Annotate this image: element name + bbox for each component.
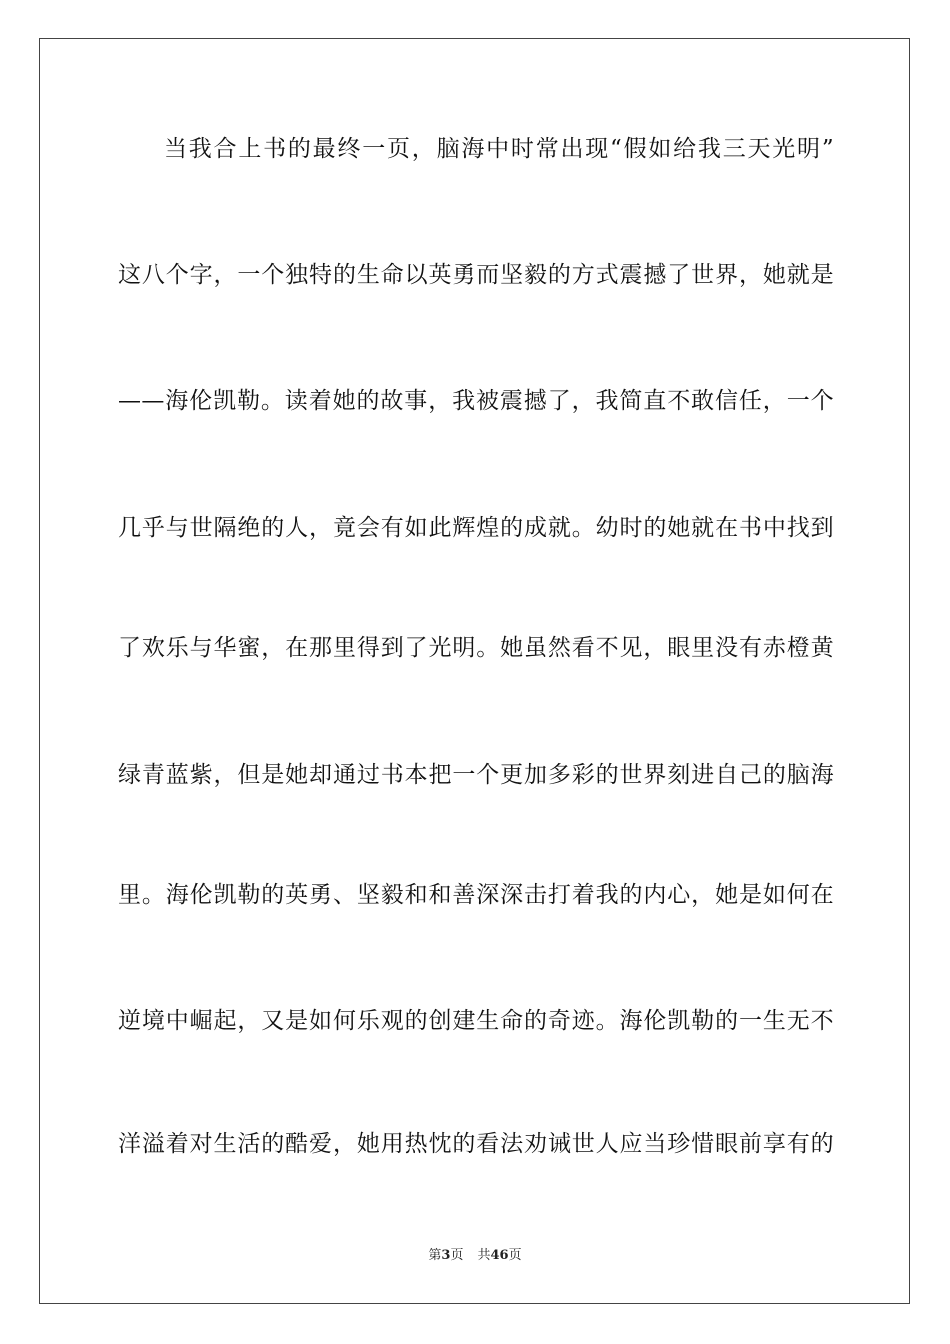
page-border: [39, 38, 910, 1304]
paragraph-line-6: 绿青蓝紫，但是她却通过书本把一个更加多彩的世界刻进自己的脑海: [118, 762, 834, 788]
paragraph-line-9: 洋溢着对生活的酷爱，她用热忱的看法劝诫世人应当珍惜眼前享有的: [118, 1131, 834, 1157]
total-page-count: 46: [490, 1248, 509, 1263]
paragraph-line-1: 当我合上书的最终一页，脑海中时常出现“假如给我三天光明”: [164, 136, 834, 162]
paragraph-line-5: 了欢乐与华蜜，在那里得到了光明。她虽然看不见，眼里没有赤橙黄: [118, 635, 834, 661]
paragraph-line-2: 这八个字，一个独特的生命以英勇而坚毅的方式震撼了世界，她就是: [118, 262, 834, 288]
page-footer: [0, 1246, 950, 1266]
page-indicator: 第3页: [428, 1248, 464, 1263]
paragraph-line-7: 里。海伦凯勒的英勇、坚毅和和善深深击打着我的内心，她是如何在: [118, 882, 834, 908]
current-page-number: 3: [441, 1248, 451, 1263]
paragraph-line-3: ——海伦凯勒。读着她的故事，我被震撼了，我简直不敢信任，一个: [118, 388, 834, 414]
paragraph-line-8: 逆境中崛起，又是如何乐观的创建生命的奇迹。海伦凯勒的一生无不: [118, 1008, 834, 1034]
paragraph-line-4: 几乎与世隔绝的人，竟会有如此辉煌的成就。幼时的她就在书中找到: [118, 515, 834, 541]
total-pages-indicator: 共46页: [477, 1248, 522, 1263]
